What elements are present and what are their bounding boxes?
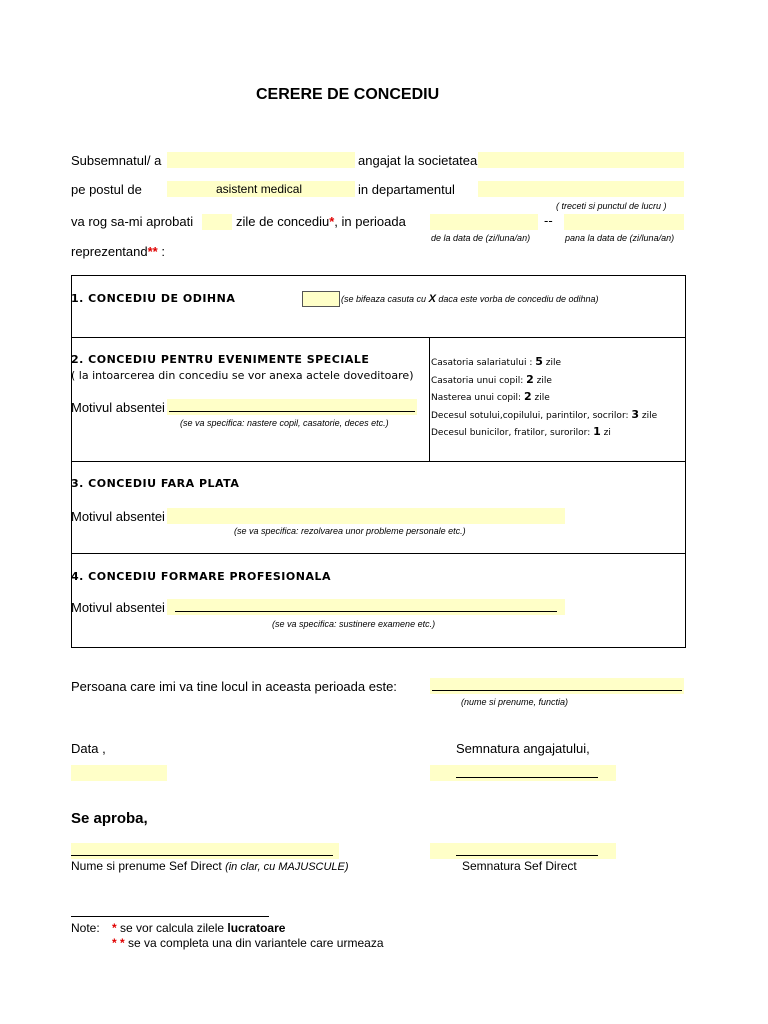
event-unit: zile	[531, 393, 550, 403]
zile-label: zile de concediu	[236, 214, 330, 229]
subsemnatul-label: Subsemnatul/ a	[71, 153, 162, 168]
position-field[interactable]	[167, 181, 355, 197]
speciale-motiv-label: Motivul absentei	[71, 400, 165, 415]
persoana-hint: (nume si prenume, functia)	[461, 697, 569, 707]
speciale-motiv-field[interactable]	[167, 399, 417, 415]
event-unit: zile	[533, 375, 552, 386]
underline	[169, 411, 415, 412]
perioada-label: , in perioada	[334, 214, 406, 229]
divider-vertical	[429, 338, 430, 461]
section-fara-plata-title: 3. CONCEDIU FARA PLATA	[71, 477, 240, 490]
sef-semnatura-label: Semnatura Sef Direct	[462, 859, 577, 873]
sef-semnatura-field[interactable]	[430, 843, 616, 859]
pana-hint: pana la data de (zi/luna/an)	[565, 233, 675, 243]
star1: *	[329, 214, 335, 229]
odihna-checkbox[interactable]	[302, 291, 340, 307]
divider	[71, 461, 686, 462]
date-from-field[interactable]	[430, 214, 538, 230]
de-la-hint: de la data de (zi/luna/an)	[431, 233, 531, 243]
postul-label: pe postul de	[71, 182, 142, 197]
note2-text: se va completa una din variantele care urmeaza	[124, 936, 384, 950]
notes-label: Note:	[71, 921, 100, 935]
notes-separator	[71, 916, 269, 917]
odihna-hint-suffix: daca este vorba de concediu de odihna)	[435, 294, 599, 304]
event-label: Nasterea unui copil:	[431, 393, 524, 403]
reprezentand-group	[71, 244, 165, 259]
underline	[175, 611, 557, 612]
data-label: Data ,	[71, 741, 106, 756]
events-list	[431, 354, 657, 442]
departament-label: in departamentul	[358, 182, 455, 197]
odihna-hint	[341, 293, 599, 305]
event-item	[431, 389, 657, 407]
position-value: asistent medical	[216, 182, 303, 196]
page-title: CERERE DE CONCEDIU	[256, 86, 440, 103]
odihna-hint-x: X	[428, 293, 436, 305]
formare-hint: (se va specifica: sustinere examene etc.)	[272, 619, 436, 629]
note-2	[112, 936, 384, 950]
event-days: 2	[523, 390, 532, 403]
employee-signature-field[interactable]	[430, 765, 616, 781]
department-field[interactable]	[478, 181, 684, 197]
underline	[456, 855, 598, 856]
persoana-label: Persoana care imi va tine locul in aceasta perioada este:	[71, 679, 397, 694]
speciale-hint: (se va specifica: nastere copil, casatorie, deces etc.)	[180, 418, 389, 428]
note1-star: *	[112, 921, 117, 935]
sef-nume-field[interactable]	[71, 843, 339, 859]
event-days: 5	[535, 355, 543, 368]
sef-nume-hint: (in clar, cu MAJUSCULE)	[225, 861, 349, 873]
event-item	[431, 424, 657, 442]
date-to-field[interactable]	[564, 214, 684, 230]
colon: :	[157, 244, 165, 259]
days-field[interactable]	[202, 214, 232, 230]
divider	[71, 337, 686, 338]
dash: --	[544, 213, 553, 228]
event-label: Casatoria salariatului :	[431, 358, 536, 368]
event-days: 1	[593, 425, 601, 438]
section-odihna-title: 1. CONCEDIU DE ODIHNA	[71, 292, 236, 305]
section-speciale-subtitle: ( la intoarcerea din concediu se vor anexa actele doveditoare)	[71, 369, 414, 382]
odihna-hint-prefix: (se bifeaza casuta cu	[341, 294, 429, 304]
event-item	[431, 372, 657, 390]
note1-text: se vor calcula zilele	[116, 921, 228, 935]
note2-star: * *	[112, 936, 125, 950]
zile-label-group	[236, 214, 406, 229]
section-speciale-title: 2. CONCEDIU PENTRU EVENIMENTE SPECIALE	[71, 353, 370, 366]
sef-nume-label: Nume si prenume Sef Direct	[71, 859, 226, 873]
angajat-label: angajat la societatea	[358, 153, 478, 168]
date-field[interactable]	[71, 765, 167, 781]
note1-bold: lucratoare	[227, 921, 286, 935]
note-1	[112, 921, 285, 935]
reprezentand-label: reprezentand	[71, 244, 148, 259]
event-unit: zile	[639, 410, 658, 421]
departament-hint: ( treceti si punctul de lucru )	[556, 201, 667, 211]
formare-motiv-field[interactable]	[167, 599, 565, 615]
event-unit: zile	[542, 358, 562, 368]
event-days: 3	[631, 407, 640, 421]
star2: **	[147, 244, 158, 259]
event-item	[431, 354, 657, 372]
underline	[432, 690, 682, 691]
fara-plata-motiv-label: Motivul absentei	[71, 509, 165, 524]
semnatura-angajat-label: Semnatura angajatului,	[456, 741, 590, 756]
fara-plata-motiv-field[interactable]	[167, 508, 565, 524]
name-field[interactable]	[167, 152, 355, 168]
company-field[interactable]	[478, 152, 684, 168]
event-label: Decesul sotului,copilului, parintilor, socrilor:	[431, 410, 632, 421]
sef-nume-group	[71, 859, 349, 873]
event-item	[431, 407, 657, 425]
fara-plata-hint: (se va specifica: rezolvarea unor probleme personale etc.)	[234, 526, 466, 536]
event-days: 2	[526, 372, 534, 386]
event-label: Casatoria unui copil:	[431, 375, 527, 386]
aprobati-label: va rog sa-mi aprobati	[71, 214, 194, 229]
se-aproba: Se aproba,	[71, 810, 148, 827]
formare-motiv-label: Motivul absentei	[71, 600, 165, 615]
event-unit: zi	[600, 428, 611, 438]
replacement-field[interactable]	[430, 678, 684, 694]
underline	[71, 855, 333, 856]
event-label: Decesul bunicilor, fratilor, surorilor:	[431, 428, 594, 438]
section-formare-title: 4. CONCEDIU FORMARE PROFESIONALA	[71, 570, 331, 583]
divider	[71, 553, 686, 554]
underline	[456, 777, 598, 778]
